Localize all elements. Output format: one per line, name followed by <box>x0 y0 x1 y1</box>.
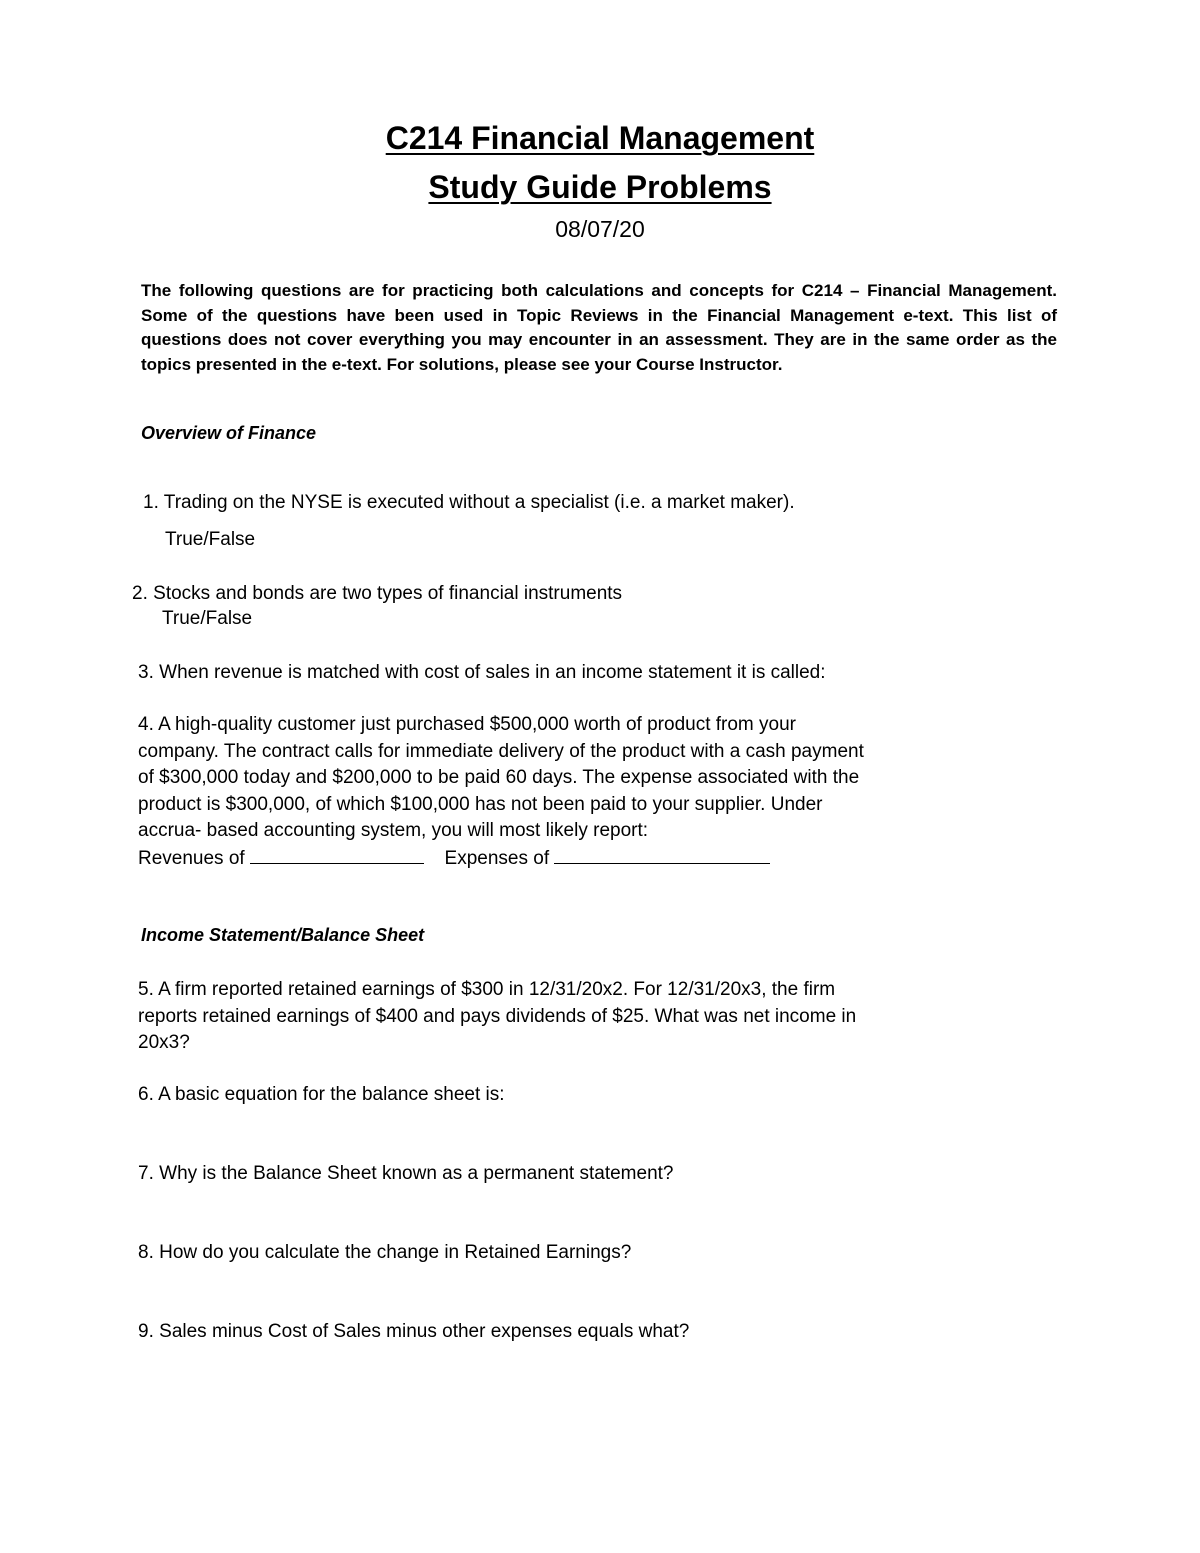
document-subtitle: Study Guide Problems <box>428 169 772 205</box>
question-8 <box>138 1240 631 1267</box>
question-line: accrua- based accounting system, you will most likely report: <box>138 820 649 841</box>
question-text: When revenue is matched with cost of sales in an income statement it is called: <box>159 662 826 683</box>
section-heading-income-statement: Income Statement/Balance Sheet <box>141 925 425 945</box>
question-9 <box>138 1319 689 1346</box>
question-number: 9. <box>138 1321 154 1342</box>
question-number: 1. <box>143 492 159 513</box>
question-line: company. The contract calls for immediate delivery of the product with a cash payment <box>138 740 864 762</box>
revenues-label: Revenues of <box>138 847 245 869</box>
question-6 <box>138 1082 505 1109</box>
question-number: 3. <box>138 662 154 683</box>
question-number: 2. <box>132 583 148 604</box>
question-number: 4. <box>138 714 154 735</box>
intro-paragraph: The following questions are for practicing both calculations and concepts for C214 – Financial Management. Some of the questions have been used in Topic Reviews in the Financial Management e-text. This list of questions does not cover everything you may encounter in an assessment. They are in the same order as the topics presented in the e-text. For solutions, please see your Course Instructor. <box>141 281 1057 374</box>
question-text: Sales minus Cost of Sales minus other expenses equals what? <box>159 1321 690 1342</box>
answer-blanks-row <box>138 845 864 873</box>
question-4 <box>138 712 864 872</box>
question-text: Trading on the NYSE is executed without a specialist (i.e. a market maker). <box>163 492 795 513</box>
question-line: 4. A high-quality customer just purchased $500,000 worth of product from your <box>138 714 796 735</box>
question-text: How do you calculate the change in Retained Earnings? <box>159 1242 632 1263</box>
question-text: Why is the Balance Sheet known as a permanent statement? <box>159 1163 674 1184</box>
question-line: of $300,000 today and $200,000 to be paid 60 days. The expense associated with the <box>138 767 860 788</box>
question-text: A basic equation for the balance sheet is: <box>158 1084 505 1105</box>
revenues-blank[interactable] <box>250 845 424 864</box>
document-date: 08/07/20 <box>555 216 645 242</box>
question-line: product is $300,000, of which $100,000 has not been paid to your supplier. Under <box>138 793 823 815</box>
question-5 <box>138 977 856 1057</box>
question-1 <box>143 490 795 517</box>
expenses-label: Expenses of <box>444 847 550 869</box>
question-line: 5. A firm reported retained earnings of $300 in 12/31/20x2. For 12/31/20x3, the firm <box>138 979 836 1000</box>
question-7 <box>138 1161 674 1188</box>
question-3 <box>138 660 826 687</box>
section-heading-overview: Overview of Finance <box>141 423 317 443</box>
question-number: 5. <box>138 979 154 1000</box>
document-title: C214 Financial Management <box>385 120 815 156</box>
question-line: 20x3? <box>138 1032 190 1053</box>
question-number: 8. <box>138 1242 154 1263</box>
question-1-answer-choices: True/False <box>165 529 256 550</box>
question-2 <box>132 581 622 608</box>
expenses-blank[interactable] <box>554 845 770 864</box>
question-text: Stocks and bonds are two types of financial instruments <box>153 583 623 604</box>
question-number: 7. <box>138 1163 154 1184</box>
question-line: reports retained earnings of $400 and pays dividends of $25. What was net income in <box>138 1005 857 1027</box>
question-number: 6. <box>138 1084 154 1105</box>
question-2-answer-choices: True/False <box>162 608 253 629</box>
